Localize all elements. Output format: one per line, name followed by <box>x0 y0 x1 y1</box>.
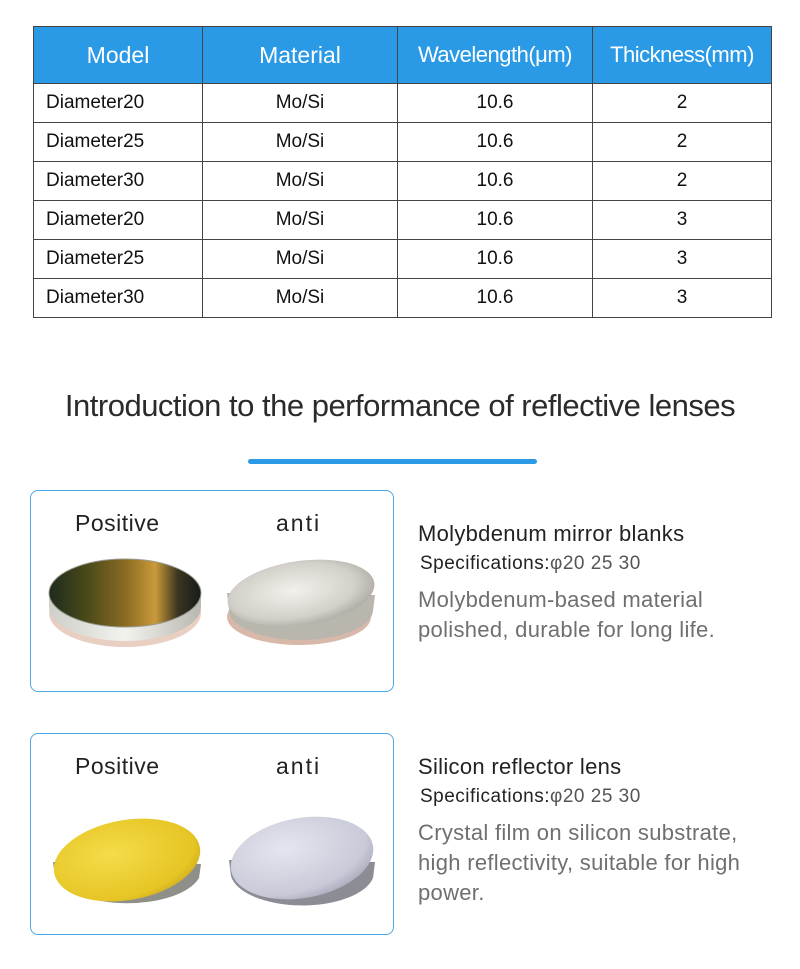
molybdenum-info <box>418 521 778 645</box>
table-row <box>34 123 772 162</box>
product-description: Molybdenum-based material polished, durable for long life. <box>418 587 716 642</box>
spec-label: Specifications: <box>420 786 551 807</box>
header-thickness: Thickness(mm) <box>593 27 772 84</box>
positive-label: Positive <box>75 510 160 536</box>
positive-label: Positive <box>75 753 160 779</box>
cell-model: Diameter25 <box>34 240 203 279</box>
cell-wavelength: 10.6 <box>398 201 593 240</box>
cell-thickness: 3 <box>593 279 772 318</box>
cell-wavelength: 10.6 <box>398 84 593 123</box>
cell-material: Mo/Si <box>203 84 398 123</box>
cell-material: Mo/Si <box>203 240 398 279</box>
title-underline <box>248 459 537 464</box>
product-description: Crystal film on silicon substrate, high reflectivity, suitable for high power. <box>418 820 741 905</box>
table-row <box>34 201 772 240</box>
molybdenum-anti-disc-icon <box>219 553 384 653</box>
molybdenum-image-card <box>30 490 394 692</box>
table-row <box>34 240 772 279</box>
table-header-row <box>34 27 772 84</box>
cell-thickness: 3 <box>593 240 772 279</box>
section-title: Introduction to the performance of reflective lenses <box>64 388 736 423</box>
cell-thickness: 2 <box>593 84 772 123</box>
cell-wavelength: 10.6 <box>398 240 593 279</box>
spec-table <box>33 26 772 318</box>
silicon-info <box>418 754 778 908</box>
silicon-anti-disc-icon <box>223 804 383 914</box>
header-model: Model <box>34 27 203 84</box>
cell-material: Mo/Si <box>203 162 398 201</box>
cell-thickness: 3 <box>593 201 772 240</box>
cell-material: Mo/Si <box>203 123 398 162</box>
table-row <box>34 84 772 123</box>
cell-model: Diameter25 <box>34 123 203 162</box>
cell-wavelength: 10.6 <box>398 162 593 201</box>
cell-thickness: 2 <box>593 162 772 201</box>
spec-values: φ20 25 30 <box>550 786 641 807</box>
cell-wavelength: 10.6 <box>398 123 593 162</box>
product-name: Molybdenum mirror blanks <box>418 521 685 546</box>
product-name: Silicon reflector lens <box>418 754 622 779</box>
cell-model: Diameter30 <box>34 162 203 201</box>
cell-model: Diameter20 <box>34 201 203 240</box>
spec-values: φ20 25 30 <box>550 553 641 574</box>
cell-material: Mo/Si <box>203 201 398 240</box>
silicon-image-card <box>30 733 394 935</box>
anti-label: anti <box>276 510 322 536</box>
cell-material: Mo/Si <box>203 279 398 318</box>
anti-label: anti <box>276 753 322 779</box>
table-row <box>34 279 772 318</box>
molybdenum-positive-disc-icon <box>43 553 203 653</box>
header-material: Material <box>203 27 398 84</box>
cell-wavelength: 10.6 <box>398 279 593 318</box>
cell-thickness: 2 <box>593 123 772 162</box>
table-row <box>34 162 772 201</box>
product-spec <box>420 553 778 575</box>
spec-label: Specifications: <box>420 553 551 574</box>
cell-model: Diameter30 <box>34 279 203 318</box>
product-spec <box>420 786 778 808</box>
cell-model: Diameter20 <box>34 84 203 123</box>
header-wavelength: Wavelength(μm) <box>398 27 593 84</box>
silicon-positive-disc-icon <box>47 804 207 914</box>
